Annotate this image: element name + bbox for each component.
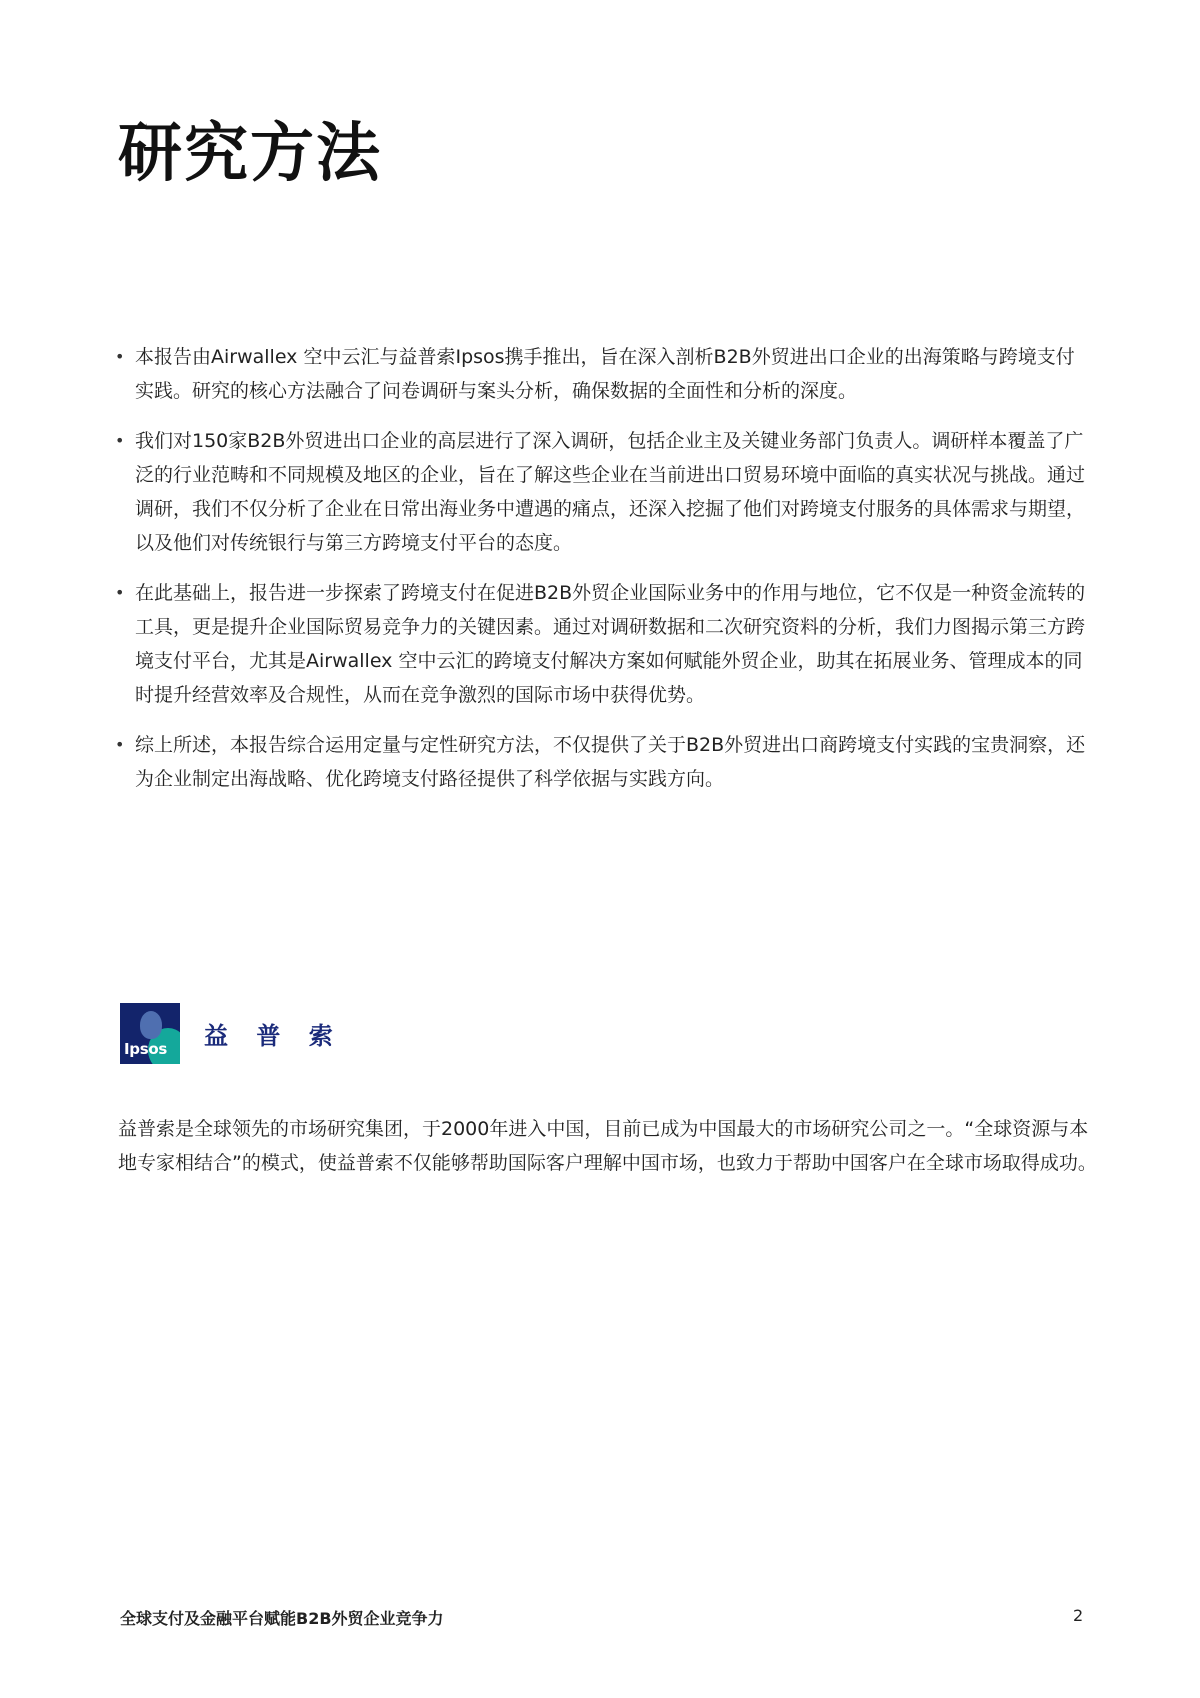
- ipsos-logo: [120, 1003, 180, 1064]
- footer-title: 全球支付及金融平台赋能B2B外贸企业竞争力: [120, 1609, 444, 1628]
- methodology-paragraph: • 综上所述，本报告综合运用定量与定性研究方法，不仅提供了关于B2B外贸进出口商跨境支付实践的宝贵洞察，还为企业制定出海战略、优化跨境支付路径提供了科学依据与实践方向。: [115, 728, 1090, 796]
- methodology-paragraph: • 本报告由Airwallex 空中云汇与益普索Ipsos携手推出，旨在深入剖析B2B外贸进出口企业的出海策略与跨境支付实践。研究的核心方法融合了问卷调研与案头分析，确保数据的全面性和分析的深度。: [115, 340, 1090, 408]
- methodology-paragraph: • 在此基础上，报告进一步探索了跨境支付在促进B2B外贸企业国际业务中的作用与地位，它不仅是一种资金流转的工具，更是提升企业国际贸易竞争力的关键因素。通过对调研数据和二次研究资料的分析，我们力图揭示第三方跨境支付平台，尤其是Airwallex 空中云汇的跨境支付解决方案如何赋能外贸企业，助其在拓展业务、管理成本的同时提升经营效率及合规性，从而在竞争激烈的国际市场中获得优势。: [115, 576, 1090, 712]
- ipsos-logo-head-icon: [140, 1011, 162, 1039]
- methodology-list: [115, 340, 1090, 812]
- ipsos-name: 益 普 索: [204, 1022, 343, 1050]
- page-number: 2: [1073, 1606, 1084, 1625]
- ipsos-header: [120, 1003, 343, 1064]
- methodology-paragraph: • 我们对150家B2B外贸进出口企业的高层进行了深入调研，包括企业主及关键业务部门负责人。调研样本覆盖了广泛的行业范畴和不同规模及地区的企业，旨在了解这些企业在当前进出口贸易环境中面临的真实状况与挑战。通过调研，我们不仅分析了企业在日常出海业务中遭遇的痛点，还深入挖掘了他们对跨境支付服务的具体需求与期望，以及他们对传统银行与第三方跨境支付平台的态度。: [115, 424, 1090, 560]
- ipsos-logo-text: Ipsos: [124, 1040, 167, 1058]
- ipsos-description: 益普索是全球领先的市场研究集团，于2000年进入中国，目前已成为中国最大的市场研究公司之一。“全球资源与本地专家相结合”的模式，使益普索不仅能够帮助国际客户理解中国市场，也致力于帮助中国客户在全球市场取得成功。: [118, 1118, 1097, 1174]
- page-title: 研究方法: [118, 117, 382, 191]
